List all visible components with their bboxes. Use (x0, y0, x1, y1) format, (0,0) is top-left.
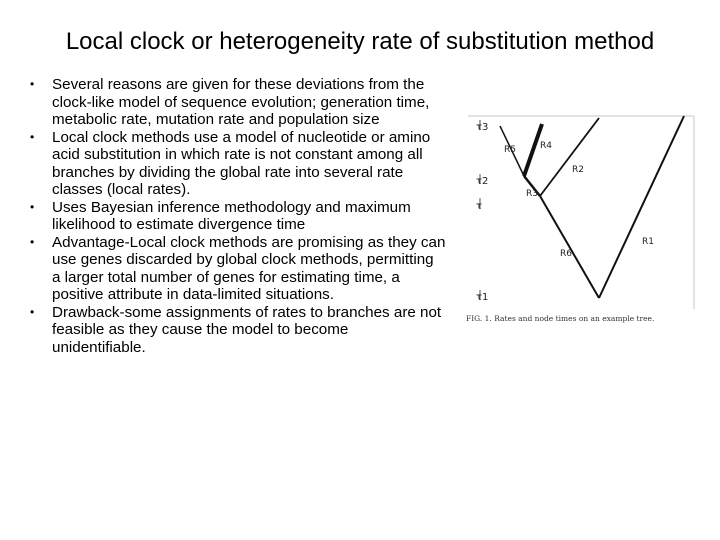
bullet-text: Drawback-some assignments of rates to branches are not feasible as they cause the model to become unidentifiable. (52, 303, 442, 356)
bullet-dot: • (30, 77, 35, 91)
rate-label: R2 (572, 165, 584, 175)
figure-caption: FIG. 1. Rates and node times on an example tree. (466, 314, 655, 323)
rate-label: R1 (642, 237, 654, 247)
slide-title: Local clock or heterogeneity rate of substitution method (65, 28, 655, 55)
bullet-item (26, 76, 446, 129)
tree-figure (454, 112, 720, 332)
bullet-list (26, 76, 446, 356)
bullet-dot: • (30, 304, 35, 319)
bullet-text: Local clock methods use a model of nucleotide or amino acid substitution in which rate is not constant among all branches by dividing the global rate into several rate classes (local rates). (52, 128, 431, 198)
time-label: τ (476, 201, 483, 212)
rate-label: R3 (526, 189, 538, 199)
branch-r2 (540, 118, 599, 196)
rate-label: R6 (560, 249, 572, 259)
time-label: τ3 (476, 122, 489, 133)
bullet-text: Several reasons are given for these deviations from the clock-like model of sequence evolution; generation time, metabolic rate, mutation rate and population size (52, 76, 430, 128)
rate-label: R5 (504, 145, 516, 155)
time-label: τ1 (476, 292, 489, 303)
bullet-item (26, 199, 446, 234)
bullet-text: Uses Bayesian inference methodology and maximum likelihood to estimate divergence time (52, 198, 411, 233)
bullet-item (26, 234, 446, 304)
bullet-dot: • (30, 234, 35, 249)
bullet-item (26, 129, 446, 199)
tree-diagram (454, 112, 720, 332)
bullet-dot: • (30, 129, 35, 144)
branch-r6 (540, 196, 599, 298)
bullet-text: Advantage-Local clock methods are promising as they can use genes discarded by global clock methods, permitting a larger total number of genes for estimating time, a positive attribute in data-limited situations. (52, 233, 446, 303)
bullet-dot: • (30, 199, 35, 214)
branch-r1 (599, 116, 684, 298)
bullet-item (26, 304, 446, 357)
time-label: τ2 (476, 176, 489, 187)
rate-label: R4 (540, 141, 552, 151)
